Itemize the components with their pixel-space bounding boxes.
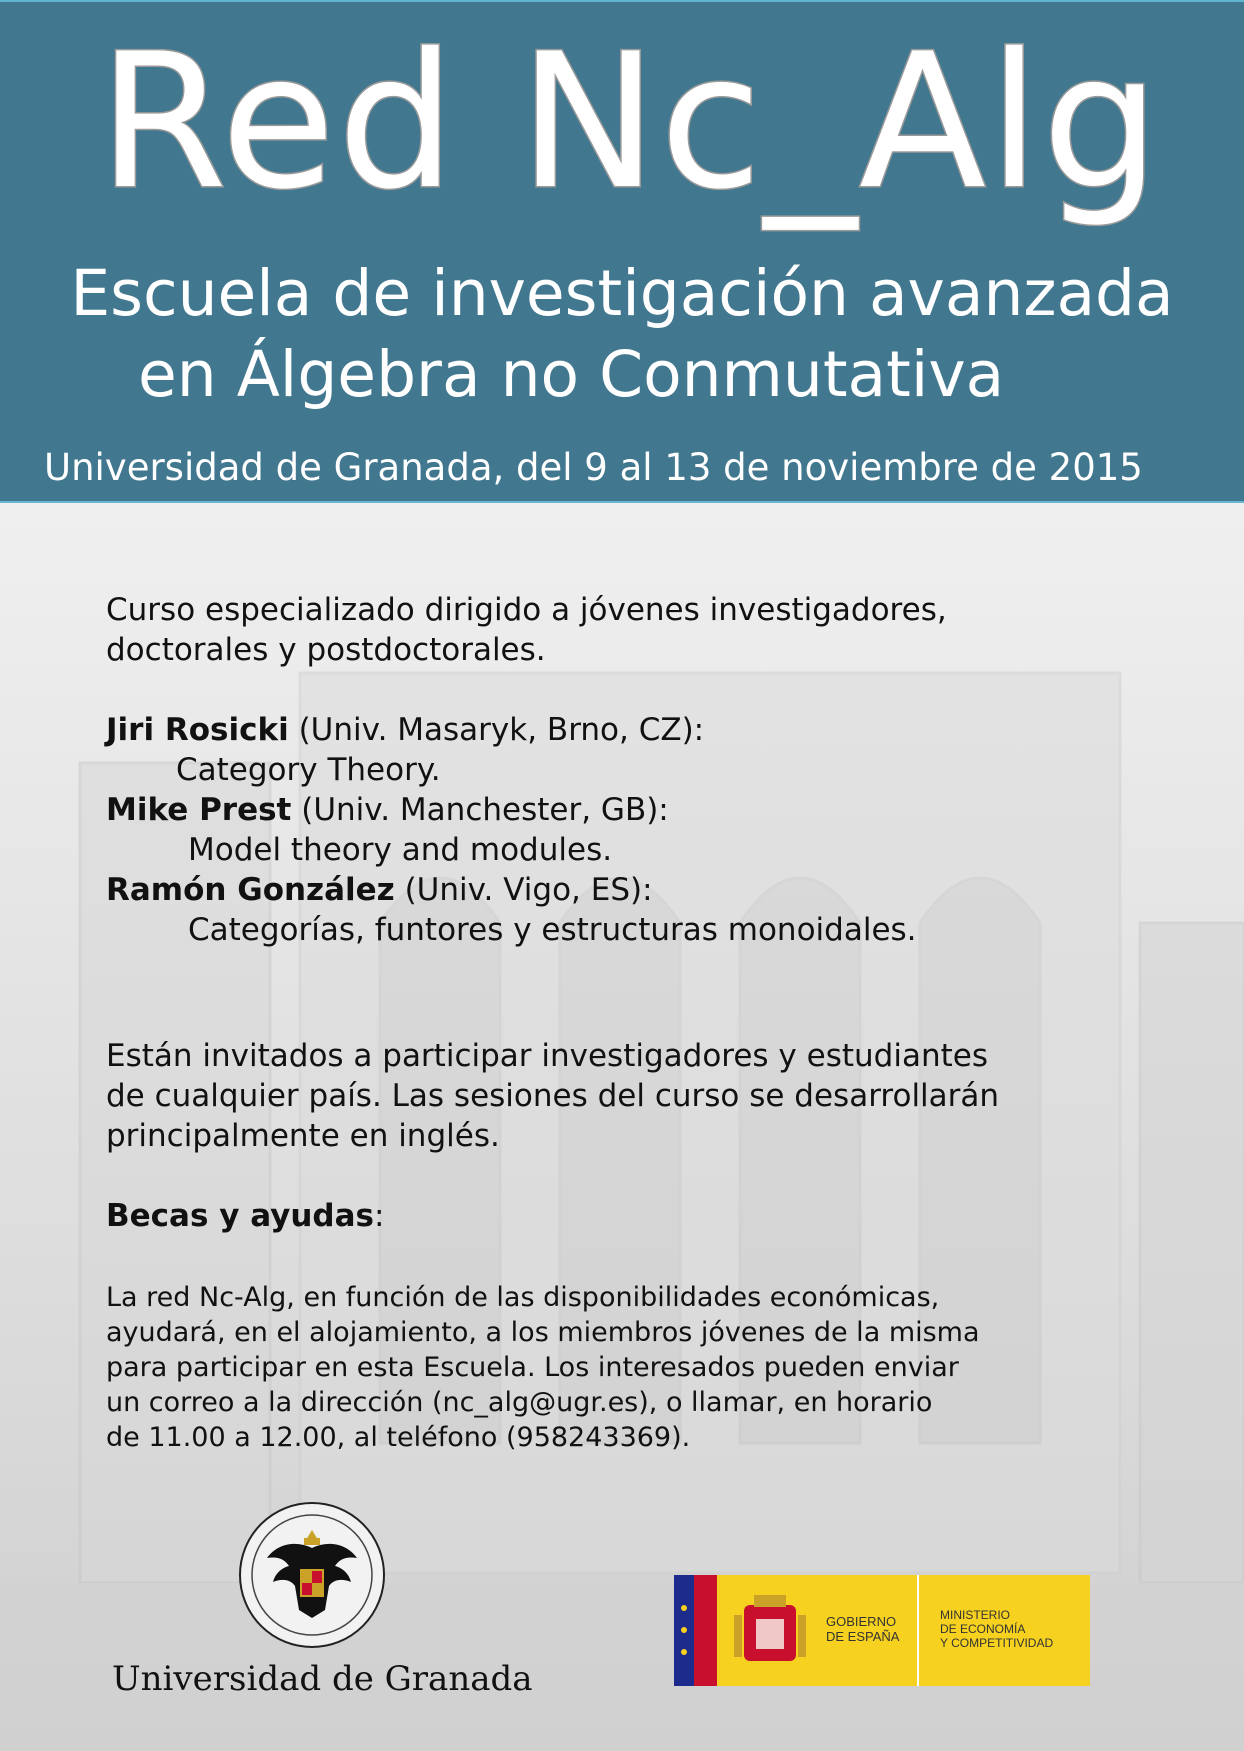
aid-line: un correo a la dirección (nc_alg@ugr.es), o llamar, en horario <box>106 1387 933 1418</box>
invite-line: principalmente en inglés. <box>106 1118 500 1154</box>
intro-line: Curso especializado dirigido a jóvenes investigadores, <box>106 592 947 628</box>
invitation-paragraph <box>106 1036 1156 1156</box>
speaker-name: Ramón González <box>106 872 395 908</box>
intro-line: doctorales y postdoctorales. <box>106 632 546 668</box>
aid-line: ayudará, en el alojamiento, a los miembros jóvenes de la misma <box>106 1317 980 1348</box>
header-banner <box>0 0 1244 503</box>
speaker-topic: Model theory and modules. <box>188 832 613 868</box>
event-dates: Universidad de Granada, del 9 al 13 de noviembre de 2015 <box>44 446 1143 489</box>
spanish-government-ministry-logo <box>674 1575 1090 1686</box>
grants-heading-colon: : <box>374 1198 385 1234</box>
university-seal-logo <box>237 1500 387 1650</box>
speaker-topic: Category Theory. <box>176 752 441 788</box>
subtitle-line-2: en Álgebra no Conmutativa <box>138 338 1005 411</box>
page-title: Red Nc_Alg <box>98 13 1162 230</box>
grants-heading-text: Becas y ayudas <box>106 1198 374 1234</box>
speaker-list <box>106 710 1156 950</box>
gov-text-line-2: DE ESPAÑA <box>826 1629 900 1644</box>
invite-line: Están invitados a participar investigadores y estudiantes <box>106 1038 988 1074</box>
speaker-affiliation: (Univ. Manchester, GB): <box>291 792 669 828</box>
invite-line: de cualquier país. Las sesiones del curso se desarrollarán <box>106 1078 1000 1114</box>
grants-heading <box>106 1196 1156 1236</box>
speaker-name: Mike Prest <box>106 792 292 828</box>
speaker-item <box>106 710 1156 750</box>
aid-line: para participar en esta Escuela. Los interesados pueden enviar <box>106 1352 959 1383</box>
ministry-text-line-3: Y COMPETITIVIDAD <box>940 1636 1054 1650</box>
gov-text-line-1: GOBIERNO <box>826 1614 897 1629</box>
speaker-item <box>106 790 1156 830</box>
aid-line: de 11.00 a 12.00, al teléfono (958243369). <box>106 1422 691 1453</box>
ministry-text-line-1: MINISTERIO <box>940 1608 1011 1622</box>
speaker-topic: Categorías, funtores y estructuras monoidales. <box>188 912 917 948</box>
aid-line: La red Nc-Alg, en función de las disponibilidades económicas, <box>106 1282 940 1313</box>
ministry-text-line-2: DE ECONOMÍA <box>940 1622 1026 1636</box>
university-name: Universidad de Granada <box>112 1659 533 1699</box>
subtitle-line-1: Escuela de investigación avanzada <box>70 257 1174 330</box>
speaker-affiliation: (Univ. Vigo, ES): <box>394 872 653 908</box>
grants-paragraph <box>106 1280 1106 1455</box>
intro-paragraph <box>106 590 1156 670</box>
speaker-item <box>106 870 1156 910</box>
speaker-name: Jiri Rosicki <box>106 712 289 748</box>
speaker-affiliation: (Univ. Masaryk, Brno, CZ): <box>288 712 705 748</box>
